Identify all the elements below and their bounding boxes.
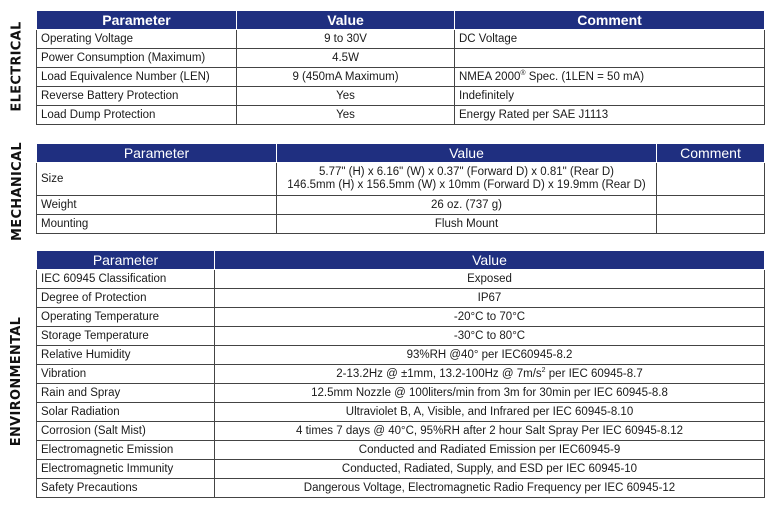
- value-cell: Dangerous Voltage, Electromagnetic Radio Frequency per IEC 60945-12: [215, 479, 765, 498]
- column-header: Value: [277, 144, 657, 163]
- parameter-cell: Storage Temperature: [37, 327, 215, 346]
- mechanical-table: [36, 143, 765, 234]
- table-row: [37, 196, 765, 215]
- comment-cell: [657, 163, 765, 196]
- comment-text: Spec. (1LEN = 50 mA): [525, 70, 645, 83]
- value-cell: [215, 365, 765, 384]
- table-header-row: [37, 144, 765, 163]
- comment-cell: Energy Rated per SAE J1113: [455, 106, 765, 125]
- table-row: [37, 308, 765, 327]
- registered-mark: ®: [520, 69, 526, 77]
- value-cell: [277, 163, 657, 196]
- environmental-table: [36, 250, 765, 498]
- parameter-cell: Mounting: [37, 215, 277, 234]
- comment-text: NMEA 2000: [459, 70, 521, 83]
- table-row: [37, 68, 765, 87]
- column-header: Parameter: [37, 251, 215, 270]
- comment-cell: [657, 215, 765, 234]
- electrical-table: [36, 10, 765, 125]
- table-row: [37, 365, 765, 384]
- parameter-cell: Load Equivalence Number (LEN): [37, 68, 237, 87]
- parameter-cell: Safety Precautions: [37, 479, 215, 498]
- value-cell: Conducted and Radiated Emission per IEC60945-9: [215, 441, 765, 460]
- table-row: [37, 87, 765, 106]
- value-cell: 4 times 7 days @ 40°C, 95%RH after 2 hour Salt Spray Per IEC 60945-8.12: [215, 422, 765, 441]
- comment-cell: Indefinitely: [455, 87, 765, 106]
- mechanical-section-label: MECHANICAL: [9, 141, 25, 241]
- value-cell: -30°C to 80°C: [215, 327, 765, 346]
- table-row: [37, 403, 765, 422]
- value-cell: 93%RH @40° per IEC60945-8.2: [215, 346, 765, 365]
- table-row: [37, 327, 765, 346]
- value-cell: IP67: [215, 289, 765, 308]
- column-header: Comment: [455, 11, 765, 30]
- value-cell: Yes: [237, 106, 455, 125]
- parameter-cell: Power Consumption (Maximum): [37, 49, 237, 68]
- value-cell: Ultraviolet B, A, Visible, and Infrared per IEC 60945-8.10: [215, 403, 765, 422]
- table-row: [37, 49, 765, 68]
- comment-cell: [455, 49, 765, 68]
- value-cell: Yes: [237, 87, 455, 106]
- table-row: [37, 384, 765, 403]
- value-cell: Exposed: [215, 270, 765, 289]
- parameter-cell: Operating Voltage: [37, 30, 237, 49]
- parameter-cell: Load Dump Protection: [37, 106, 237, 125]
- parameter-cell: Relative Humidity: [37, 346, 215, 365]
- table-row: [37, 270, 765, 289]
- parameter-cell: Weight: [37, 196, 277, 215]
- value-cell: 12.5mm Nozzle @ 100liters/min from 3m for 30min per IEC 60945-8.8: [215, 384, 765, 403]
- parameter-cell: Electromagnetic Emission: [37, 441, 215, 460]
- value-cell: 9 (450mA Maximum): [237, 68, 455, 87]
- parameter-cell: Vibration: [37, 365, 215, 384]
- value-cell: Conducted, Radiated, Supply, and ESD per IEC 60945-10: [215, 460, 765, 479]
- electrical-section-label: ELECTRICAL: [9, 20, 25, 112]
- parameter-cell: Electromagnetic Immunity: [37, 460, 215, 479]
- size-mm: 146.5mm (H) x 156.5mm (W) x 10mm (Forward D) x 19.9mm (Rear D): [287, 179, 646, 191]
- table-row: [37, 479, 765, 498]
- parameter-cell: Solar Radiation: [37, 403, 215, 422]
- value-cell: -20°C to 70°C: [215, 308, 765, 327]
- parameter-cell: Size: [37, 163, 277, 196]
- table-header-row: [37, 251, 765, 270]
- column-header: Value: [237, 11, 455, 30]
- size-inches: 5.77" (H) x 6.16" (W) x 0.37" (Forward D) x 0.81" (Rear D): [319, 166, 614, 178]
- table-row: [37, 422, 765, 441]
- parameter-cell: Rain and Spray: [37, 384, 215, 403]
- column-header: Comment: [657, 144, 765, 163]
- column-header: Value: [215, 251, 765, 270]
- parameter-cell: Operating Temperature: [37, 308, 215, 327]
- parameter-cell: Corrosion (Salt Mist): [37, 422, 215, 441]
- value-text: per IEC 60945-8.7: [545, 367, 643, 380]
- value-cell: 26 oz. (737 g): [277, 196, 657, 215]
- value-cell: 4.5W: [237, 49, 455, 68]
- comment-cell: [657, 196, 765, 215]
- comment-cell: DC Voltage: [455, 30, 765, 49]
- table-row: [37, 106, 765, 125]
- parameter-cell: Reverse Battery Protection: [37, 87, 237, 106]
- table-row: [37, 163, 765, 196]
- comment-cell: [455, 68, 765, 87]
- value-cell: Flush Mount: [277, 215, 657, 234]
- parameter-cell: IEC 60945 Classification: [37, 270, 215, 289]
- value-cell: 9 to 30V: [237, 30, 455, 49]
- value-text: 2-13.2Hz @ ±1mm, 13.2-100Hz @ 7m/s: [336, 367, 542, 380]
- table-header-row: [37, 11, 765, 30]
- table-row: [37, 30, 765, 49]
- table-row: [37, 441, 765, 460]
- column-header: Parameter: [37, 11, 237, 30]
- superscript: 2: [541, 366, 546, 374]
- table-row: [37, 215, 765, 234]
- parameter-cell: Degree of Protection: [37, 289, 215, 308]
- column-header: Parameter: [37, 144, 277, 163]
- environmental-section-label: ENVIRONMENTAL: [9, 316, 25, 446]
- table-row: [37, 289, 765, 308]
- table-row: [37, 346, 765, 365]
- table-row: [37, 460, 765, 479]
